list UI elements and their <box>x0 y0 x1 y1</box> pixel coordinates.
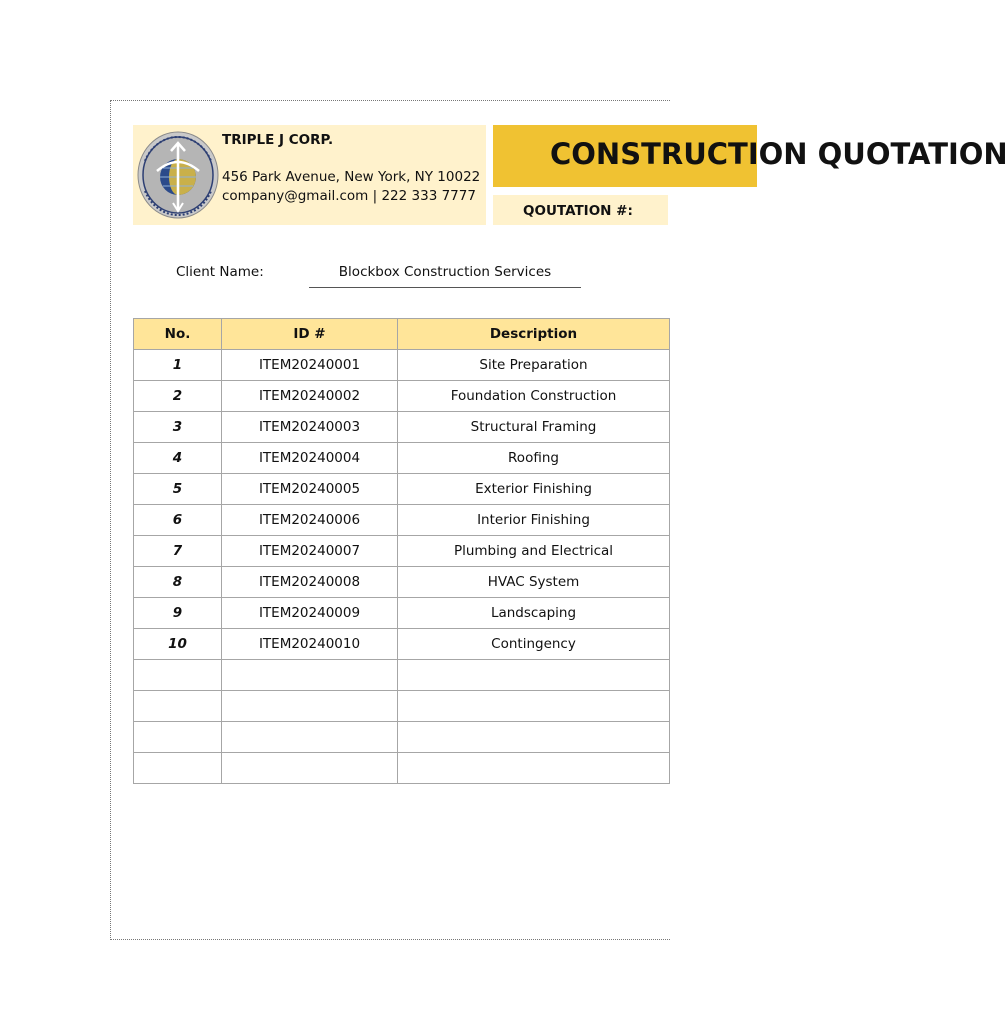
row-number[interactable]: 1 <box>134 350 222 381</box>
company-contact: company@gmail.com | 222 333 7777 <box>222 188 476 204</box>
row-item-id[interactable]: ITEM20240005 <box>222 474 398 505</box>
column-header-description: Description <box>398 319 670 350</box>
row-number[interactable]: 10 <box>134 629 222 660</box>
table-row <box>134 536 670 567</box>
client-name-underline <box>309 287 581 288</box>
column-header-id: ID # <box>222 319 398 350</box>
row-number[interactable] <box>134 660 222 691</box>
table-header-row <box>134 319 670 350</box>
row-number[interactable] <box>134 722 222 753</box>
row-item-id[interactable] <box>222 691 398 722</box>
table-row <box>134 505 670 536</box>
title-banner-text-area <box>493 125 1008 187</box>
table-row <box>134 412 670 443</box>
row-description[interactable]: Contingency <box>398 629 670 660</box>
row-item-id[interactable]: ITEM20240007 <box>222 536 398 567</box>
row-item-id[interactable]: ITEM20240002 <box>222 381 398 412</box>
row-item-id[interactable] <box>222 660 398 691</box>
title-banner-container <box>493 125 1008 187</box>
table-row <box>134 567 670 598</box>
column-header-no: No. <box>134 319 222 350</box>
row-number[interactable]: 6 <box>134 505 222 536</box>
row-number[interactable]: 3 <box>134 412 222 443</box>
row-description[interactable] <box>398 722 670 753</box>
row-number[interactable]: 8 <box>134 567 222 598</box>
row-description[interactable]: Plumbing and Electrical <box>398 536 670 567</box>
table-row <box>134 381 670 412</box>
items-table <box>133 318 670 784</box>
row-number[interactable]: 7 <box>134 536 222 567</box>
row-description[interactable]: Interior Finishing <box>398 505 670 536</box>
row-description[interactable] <box>398 753 670 784</box>
quotation-number-box <box>493 195 668 225</box>
row-item-id[interactable] <box>222 753 398 784</box>
row-description[interactable]: Landscaping <box>398 598 670 629</box>
table-row-empty <box>134 660 670 691</box>
row-number[interactable] <box>134 753 222 784</box>
row-description[interactable]: Structural Framing <box>398 412 670 443</box>
row-number[interactable] <box>134 691 222 722</box>
row-description[interactable] <box>398 691 670 722</box>
title-banner <box>493 125 1008 187</box>
document-title: CONSTRUCTION QUOTATION <box>550 137 1008 171</box>
row-number[interactable]: 4 <box>134 443 222 474</box>
row-item-id[interactable]: ITEM20240009 <box>222 598 398 629</box>
table-row-empty <box>134 753 670 784</box>
company-name: TRIPLE J CORP. <box>222 132 334 148</box>
table-row <box>134 598 670 629</box>
row-item-id[interactable]: ITEM20240003 <box>222 412 398 443</box>
table-row <box>134 474 670 505</box>
table-row-empty <box>134 691 670 722</box>
row-item-id[interactable]: ITEM20240008 <box>222 567 398 598</box>
table-row <box>134 350 670 381</box>
table-row <box>134 443 670 474</box>
row-description[interactable]: Exterior Finishing <box>398 474 670 505</box>
circular-seal-logo <box>137 131 219 219</box>
company-address: 456 Park Avenue, New York, NY 10022 <box>222 169 481 185</box>
row-item-id[interactable]: ITEM20240001 <box>222 350 398 381</box>
row-item-id[interactable]: ITEM20240004 <box>222 443 398 474</box>
row-description[interactable] <box>398 660 670 691</box>
row-description[interactable]: HVAC System <box>398 567 670 598</box>
row-description[interactable]: Foundation Construction <box>398 381 670 412</box>
row-item-id[interactable]: ITEM20240006 <box>222 505 398 536</box>
row-description[interactable]: Roofing <box>398 443 670 474</box>
client-name-value[interactable]: Blockbox Construction Services <box>338 264 552 280</box>
row-number[interactable]: 9 <box>134 598 222 629</box>
row-item-id[interactable]: ITEM20240010 <box>222 629 398 660</box>
table-row <box>134 629 670 660</box>
quotation-number-label: QOUTATION #: <box>523 203 633 219</box>
row-description[interactable]: Site Preparation <box>398 350 670 381</box>
row-number[interactable]: 5 <box>134 474 222 505</box>
row-number[interactable]: 2 <box>134 381 222 412</box>
row-item-id[interactable] <box>222 722 398 753</box>
table-row-empty <box>134 722 670 753</box>
client-name-label: Client Name: <box>176 264 264 280</box>
